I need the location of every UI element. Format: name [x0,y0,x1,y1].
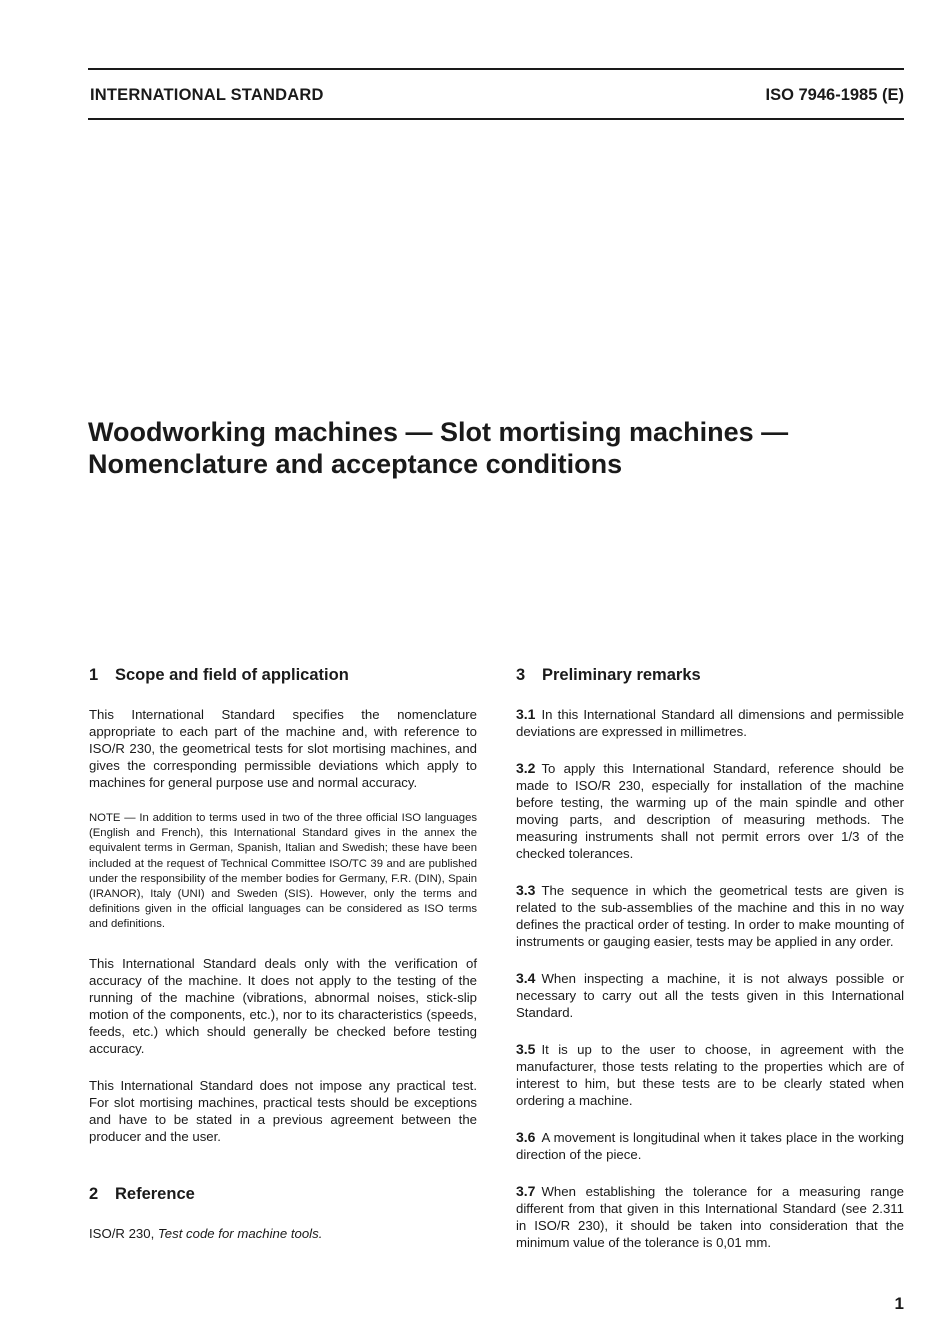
section-1-heading [89,664,477,686]
clause-3-1 [516,706,904,740]
clause-3-4 [516,970,904,1021]
header-top-rule [88,68,904,70]
reference-entry [89,1225,477,1242]
section-2-title: Reference [115,1184,195,1203]
section-1-title: Scope and field of application [115,666,349,684]
section-1-paragraph-2: This International Standard deals only with the verification of accuracy of the machine. It does not apply to the testing of the running of the machine (vibrations, abnormal noises, stick-slip motion of the components, etc.), nor to its characteristics (speeds, feeds, etc.) which should generally be checked before testing accuracy. [89,955,477,1056]
clause-number: 3.3 [516,882,536,898]
clause-number: 3.5 [516,1041,536,1057]
left-column [89,664,477,1262]
header-bottom-rule [88,118,904,120]
document-type: INTERNATIONAL STANDARD [90,86,324,104]
clause-text: A movement is longitudinal when it takes place in the working direction of the piece. [516,1130,904,1162]
clause-3-3 [516,882,904,950]
clause-3-7 [516,1183,904,1251]
clause-text: It is up to the user to choose, in agreement with the manufacturer, those tests relating to the properties which are of interest to him, but these tests are to be clearly stated when ordering a machine. [516,1042,904,1108]
document-number: ISO 7946-1985 (E) [765,86,904,104]
section-2-number: 2 [89,1184,99,1203]
title-line-2: Nomenclature and acceptance conditions [88,449,623,479]
reference-title: Test code for machine tools. [157,1225,323,1241]
reference-code: ISO/R 230, [89,1225,155,1241]
page-number: 1 [894,1294,904,1313]
clause-text: To apply this International Standard, reference should be made to ISO/R 230, especially for installation of the machine before testing, the warming up of the main spindle and other moving parts, and description of measuring methods. The measuring instruments shall not permit errors over 1/3 of the checked tolerances. [516,761,904,861]
section-1-number: 1 [89,666,99,684]
clause-text: When inspecting a machine, it is not always possible or necessary to carry out all the tests given in this International Standard. [516,971,904,1020]
clause-text: In this International Standard all dimensions and permissible deviations are expressed in millimetres. [516,707,904,739]
document-title [88,416,908,480]
title-line-1: Woodworking machines — Slot mortising machines — [88,417,789,447]
clause-3-5 [516,1041,904,1109]
clause-number: 3.4 [516,970,536,986]
clause-3-2 [516,760,904,862]
section-2-heading [89,1183,477,1205]
clause-number: 3.1 [516,706,536,722]
clause-number: 3.6 [516,1129,536,1145]
clause-text: When establishing the tolerance for a measuring range different from that given in this International Standard (see 2.311 in ISO/R 230), it should be taken into consideration that the minimum value of the tolerance is 0,01 mm. [516,1184,904,1250]
clause-number: 3.7 [516,1183,536,1199]
clause-text: The sequence in which the geometrical tests are given is related to the sub-assemblies of the machine and this in no way defines the practical order of testing. In order to make mounting of instruments or gauging easier, tests may be applied in any order. [516,883,904,949]
section-3-title: Preliminary remarks [542,666,701,684]
section-3-heading [516,664,904,686]
clause-3-6 [516,1129,904,1163]
right-column [516,664,904,1271]
section-3-number: 3 [516,666,526,684]
clause-number: 3.2 [516,760,536,776]
section-1-paragraph-3: This International Standard does not impose any practical test. For slot mortising machines, practical tests should be exceptions and have to be stated in a previous agreement between the producer and the user. [89,1077,477,1144]
section-1-note: NOTE — In addition to terms used in two of the three official ISO languages (English and French), this International Standard gives in the annex the equivalent terms in German, Spanish, Italian and Swedish; these have been included at the request of Technical Committee ISO/TC 39 and are published under the responsibility of the member bodies for Germany, F.R. (DIN), Spain (IRANOR), Italy (UNI) and Sweden (SIS). However, only the terms and definitions given in the official languages can be considered as ISO terms and definitions. [89,812,477,931]
section-1-paragraph-1: This International Standard specifies the nomenclature appropriate to each part of the machine and, with reference to ISO/R 230, the geometrical tests for slot mortising machines, and gives the corresponding permissible deviations which apply to machines for general purpose use and normal accuracy. [89,707,477,790]
